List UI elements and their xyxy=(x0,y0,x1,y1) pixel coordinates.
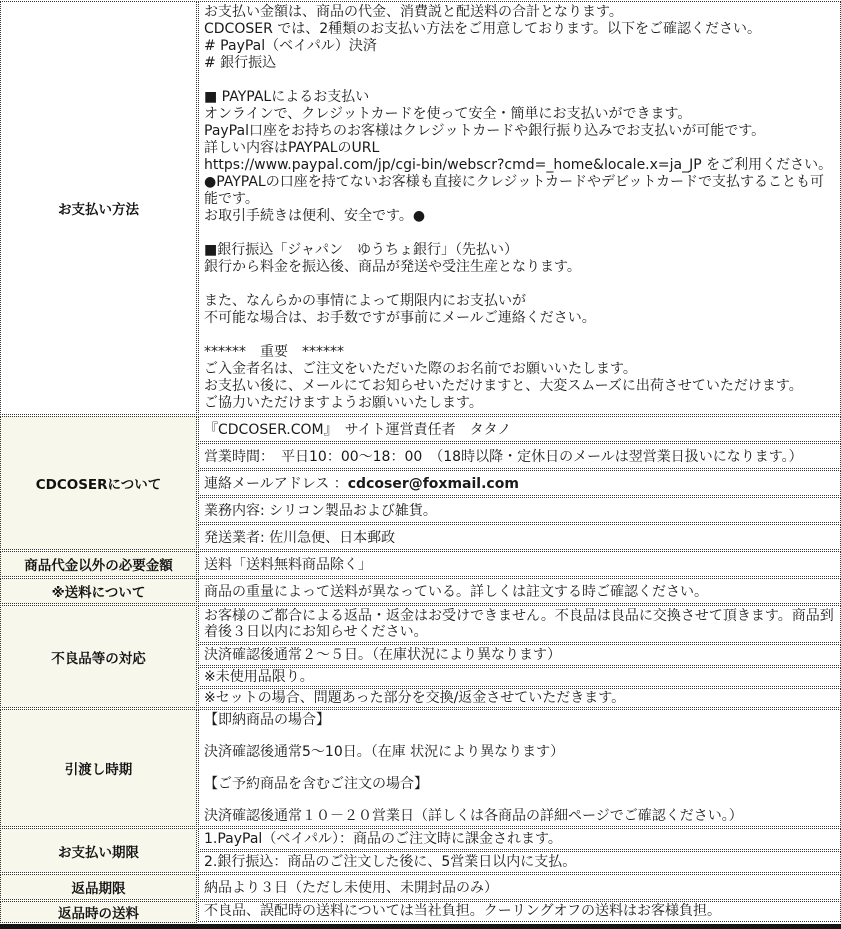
row-content-return-shipping xyxy=(198,901,841,923)
text-line: 1.PayPal（ベイパル）：商品のご注文時に課金されます。 xyxy=(204,831,562,847)
text-line xyxy=(204,72,835,89)
row-header-delivery-time: 引渡し時期 xyxy=(0,709,197,827)
text-line: PayPal口座をお持ちのお客様はクレジットカードや銀行振り込みでお支払いが可能です。 xyxy=(204,123,766,139)
text-line: 発送業者: 佐川急便、日本郵政 xyxy=(204,530,396,546)
text-line: # 銀行振込 xyxy=(204,55,277,71)
row-content-return-deadline xyxy=(198,874,841,900)
row-content-extra-fees xyxy=(198,551,841,577)
table-row-return-shipping xyxy=(0,901,841,923)
text-line: 送料「送料無料商品除く」 xyxy=(204,557,372,573)
text-line: 不可能な場合は、お手数ですが事前にメールご連絡ください。 xyxy=(204,310,596,326)
text-line: https://www.paypal.com/jp/cgi-bin/webscr?cmd=_home&locale.x=ja_JP をご利用ください。 xyxy=(204,157,833,173)
content-cell xyxy=(198,416,841,442)
text-line: オンラインで、クレジットカードを使って安全・簡単にお支払いができます。 xyxy=(204,106,692,122)
text-line: お支払い後に、メールにてお知らせいただけますと、大変スムーズに出荷させていただけます。 xyxy=(204,378,803,394)
table-row-delivery-time xyxy=(0,709,841,827)
text-line: 『CDCOSER.COM』 サイト運営責任者 タタノ xyxy=(204,422,512,438)
text-line: 決済確認後通常5～10日。（在庫 状況により異なります） xyxy=(204,744,565,760)
text-line: ■銀行振込「ジャパン ゆうちょ銀行」（先払い） xyxy=(204,242,518,258)
row-header-return-shipping: 返品時の送料 xyxy=(0,901,197,923)
text-line: 営業時間： 平日10：00～18：00 （18時以降・定休日のメールは翌営業日扱いになります。） xyxy=(204,449,803,465)
text-line: 決済確認後通常１０－２０営業日（詳しくは各商品の詳細ページでご確認ください。） xyxy=(204,808,743,824)
text-line: 業務内容: シリコン製品および雑貨。 xyxy=(204,503,437,519)
text-segment: 連絡メールアドレス ： xyxy=(204,476,348,492)
text-line: ご入金者名は、ご注文をいただいた際のお名前でお願いいたします。 xyxy=(204,361,637,377)
content-cell xyxy=(198,851,841,873)
text-line: 不良品、誤配時の送料については当社負担。クーリングオフの送料はお客様負担。 xyxy=(204,903,722,919)
text-line xyxy=(204,473,835,493)
text-line xyxy=(204,225,835,242)
table-row-about-cdcoser xyxy=(0,416,841,550)
text-line: ■ PAYPALによるお支払い xyxy=(204,89,370,105)
content-cell xyxy=(198,828,841,850)
content-cell xyxy=(198,644,841,666)
text-line xyxy=(204,276,835,293)
content-cell xyxy=(198,874,841,900)
text-line: お客様のご都合による返品・返金はお受けできません。不良品は良品に交換させて頂きます。商品到着後３日以内にお知らせください。 xyxy=(204,608,834,640)
content-cell xyxy=(198,524,841,550)
text-line xyxy=(204,327,835,344)
row-header-defective-items: 不良品等の対応 xyxy=(0,605,197,708)
text-line: # PayPal（ベイパル）決済 xyxy=(204,38,377,54)
table-row-return-deadline xyxy=(0,874,841,900)
content-cell xyxy=(198,688,841,708)
row-header-about-cdcoser: CDCOSERについて xyxy=(0,416,197,550)
text-line: ●PAYPALの口座を持てないお客様も直接にクレジットカードやデビットカードで支払することも可能です。 xyxy=(204,174,824,207)
text-line: 【即納商品の場合】 xyxy=(204,712,330,728)
table-row-payment-method xyxy=(0,1,841,415)
content-cell xyxy=(198,709,841,827)
text-line xyxy=(204,760,835,776)
text-line: ※未使用品限り。 xyxy=(204,669,314,685)
text-line: ****** 重要 ****** xyxy=(204,344,344,360)
text-line xyxy=(204,792,835,808)
table-row-about-shipping xyxy=(0,578,841,604)
text-line: 商品の重量によって送料が異なっている。詳しくは註文する時ご確認ください。 xyxy=(204,584,708,600)
row-header-extra-fees: 商品代金以外の必要金額 xyxy=(0,551,197,577)
content-cell xyxy=(198,901,841,922)
row-content-defective-items xyxy=(198,605,841,708)
text-line: 納品より３日（ただし未使用、未開封品のみ） xyxy=(204,880,498,896)
row-header-about-shipping: ※送料について xyxy=(0,578,197,604)
content-cell xyxy=(198,578,841,604)
content-cell xyxy=(198,443,841,469)
text-line: ご協力いただけますようお願いいたします。 xyxy=(204,395,483,411)
row-content-about-cdcoser xyxy=(198,416,841,550)
content-cell xyxy=(198,1,841,415)
footer-divider-bar xyxy=(0,924,841,929)
table-row-payment-deadline xyxy=(0,828,841,873)
text-line xyxy=(204,728,835,744)
text-line: 決済確認後通常２～５日。（在庫状況により異なります） xyxy=(204,647,561,663)
text-line: お支払い金額は、商品の代金、消費説と配送料の合計となります。 xyxy=(204,4,623,20)
text-line: お取引手続きは便利、安全です。● xyxy=(204,208,426,224)
table-row-extra-fees xyxy=(0,551,841,577)
content-cell xyxy=(198,470,841,496)
row-header-return-deadline: 返品期限 xyxy=(0,874,197,900)
table-row-defective-items xyxy=(0,605,841,708)
text-line: 詳しい内容はPAYPALのURL xyxy=(204,140,380,156)
content-cell xyxy=(198,605,841,643)
email-address: cdcoser@foxmail.com xyxy=(347,476,519,492)
text-line: また、なんらかの事情によって期限内にお支払いが xyxy=(204,293,526,309)
text-line: 2.銀行振込：商品のご注文した後に、5営業日以内に支払。 xyxy=(204,854,577,870)
row-header-payment-method: お支払い方法 xyxy=(0,1,197,415)
text-line: ※セットの場合、問題あった部分を交換/返金させていただきます。 xyxy=(204,690,626,706)
content-cell xyxy=(198,667,841,687)
row-content-about-shipping xyxy=(198,578,841,604)
text-line: 【ご予約商品を含むご注文の場合】 xyxy=(204,776,428,792)
row-content-delivery-time xyxy=(198,709,841,827)
content-cell xyxy=(198,551,841,577)
row-header-payment-deadline: お支払い期限 xyxy=(0,828,197,873)
text-line: 銀行から料金を振込後、商品が発送や受注生産となります。 xyxy=(204,259,581,275)
row-content-payment-deadline xyxy=(198,828,841,873)
row-content-payment-method xyxy=(198,1,841,415)
text-line: CDCOSER では、2種類のお支払い方法をご用意しております。以下をご確認ください。 xyxy=(204,21,762,37)
content-cell xyxy=(198,497,841,523)
